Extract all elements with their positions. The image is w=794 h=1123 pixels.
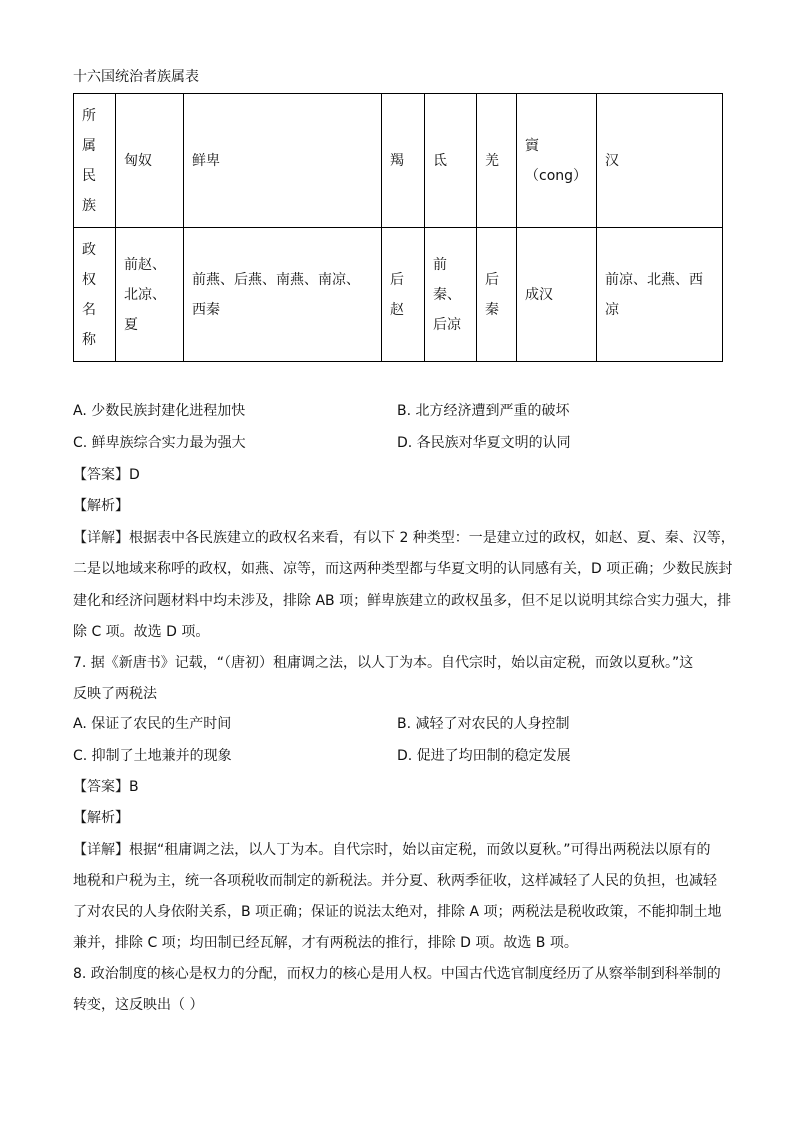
cell-regime-jie: 后 赵 <box>382 228 425 362</box>
q7-option-a[interactable]: A. 保证了农民的生产时间 <box>73 716 232 732</box>
q6-detail-line: 二是以地域来称呼的政权，如燕、凉等，而这两种类型都与华夏文明的认同感有关，D 项正确；少数民族封 <box>73 561 733 577</box>
cell-ethnic-cong: 賨 （cong） <box>517 94 597 228</box>
q6-detail-line: 建化和经济问题材料中均未涉及，排除 AB 项；鲜卑族建立的政权虽多，但不足以说明其综合实力强大，排 <box>73 593 732 609</box>
q6-detail-line: 【详解】根据表中各民族建立的政权名来看，有以下 2 种类型：一是建立过的政权，如赵、夏、秦、汉等， <box>73 530 735 546</box>
q7-stem: 反映了两税法 <box>73 686 157 702</box>
q7-detail-line: 兼并，排除 C 项；均田制已经瓦解，才有两税法的推行，排除 D 项。故选 B 项。 <box>73 935 578 951</box>
cell-regime-xianbei: 前燕、后燕、南燕、南凉、 西秦 <box>184 228 382 362</box>
cell-regime-qiang: 后 秦 <box>477 228 517 362</box>
q7-stem: 7. 据《新唐书》记载，“（唐初）租庸调之法，以人丁为本。自代宗时，始以亩定税，而敛以夏秋。”这 <box>73 655 694 671</box>
q7-option-c[interactable]: C. 抑制了土地兼并的现象 <box>73 748 232 764</box>
q6-option-d[interactable]: D. 各民族对华夏文明的认同 <box>397 435 571 451</box>
row-header-regime: 政 权 名 称 <box>74 228 116 362</box>
cell-regime-di: 前 秦、 后凉 <box>425 228 477 362</box>
cell-regime-cong: 成汉 <box>517 228 597 362</box>
q7-option-d[interactable]: D. 促进了均田制的稳定发展 <box>397 748 571 764</box>
ethnic-regime-table <box>73 93 723 362</box>
q6-answer: 【答案】D <box>73 467 140 483</box>
table-row-regime <box>74 228 723 362</box>
q6-analysis-label: 【解析】 <box>73 498 129 514</box>
q7-option-b[interactable]: B. 减轻了对农民的人身控制 <box>397 716 570 732</box>
cell-regime-han: 前凉、北燕、西 凉 <box>597 228 723 362</box>
table-title: 十六国统治者族属表 <box>73 69 199 85</box>
q6-option-a[interactable]: A. 少数民族封建化进程加快 <box>73 403 246 419</box>
cell-ethnic-qiang: 羌 <box>477 94 517 228</box>
cell-ethnic-xianbei: 鲜卑 <box>184 94 382 228</box>
q6-option-b[interactable]: B. 北方经济遭到严重的破坏 <box>397 403 570 419</box>
q7-detail-line: 了对农民的人身依附关系，B 项正确；保证的说法太绝对，排除 A 项；两税法是税收政策，不能抑制土地 <box>73 904 722 920</box>
cell-ethnic-jie: 羯 <box>382 94 425 228</box>
q6-option-c[interactable]: C. 鲜卑族综合实力最为强大 <box>73 435 246 451</box>
q7-detail-line: 地税和户税为主，统一各项税收而制定的新税法。并分夏、秋两季征收，这样减轻了人民的负担，也减轻 <box>73 873 717 889</box>
q8-stem: 转变，这反映出（ ） <box>73 997 204 1013</box>
q6-detail-line: 除 C 项。故选 D 项。 <box>73 624 210 640</box>
cell-ethnic-di: 氐 <box>425 94 477 228</box>
q7-detail-line: 【详解】根据“租庸调之法，以人丁为本。自代宗时，始以亩定税，而敛以夏秋。”可得出两税法以原有的 <box>73 842 711 858</box>
q7-answer: 【答案】B <box>73 779 139 795</box>
table-row-ethnic <box>74 94 723 228</box>
cell-ethnic-han: 汉 <box>597 94 723 228</box>
q8-stem: 8. 政治制度的核心是权力的分配，而权力的核心是用人权。中国古代选官制度经历了从察举制到科举制的 <box>73 966 721 982</box>
cell-ethnic-xiongnu: 匈奴 <box>116 94 184 228</box>
row-header-ethnic: 所 属 民 族 <box>74 94 116 228</box>
cell-regime-xiongnu: 前赵、 北凉、 夏 <box>116 228 184 362</box>
q7-analysis-label: 【解析】 <box>73 810 129 826</box>
